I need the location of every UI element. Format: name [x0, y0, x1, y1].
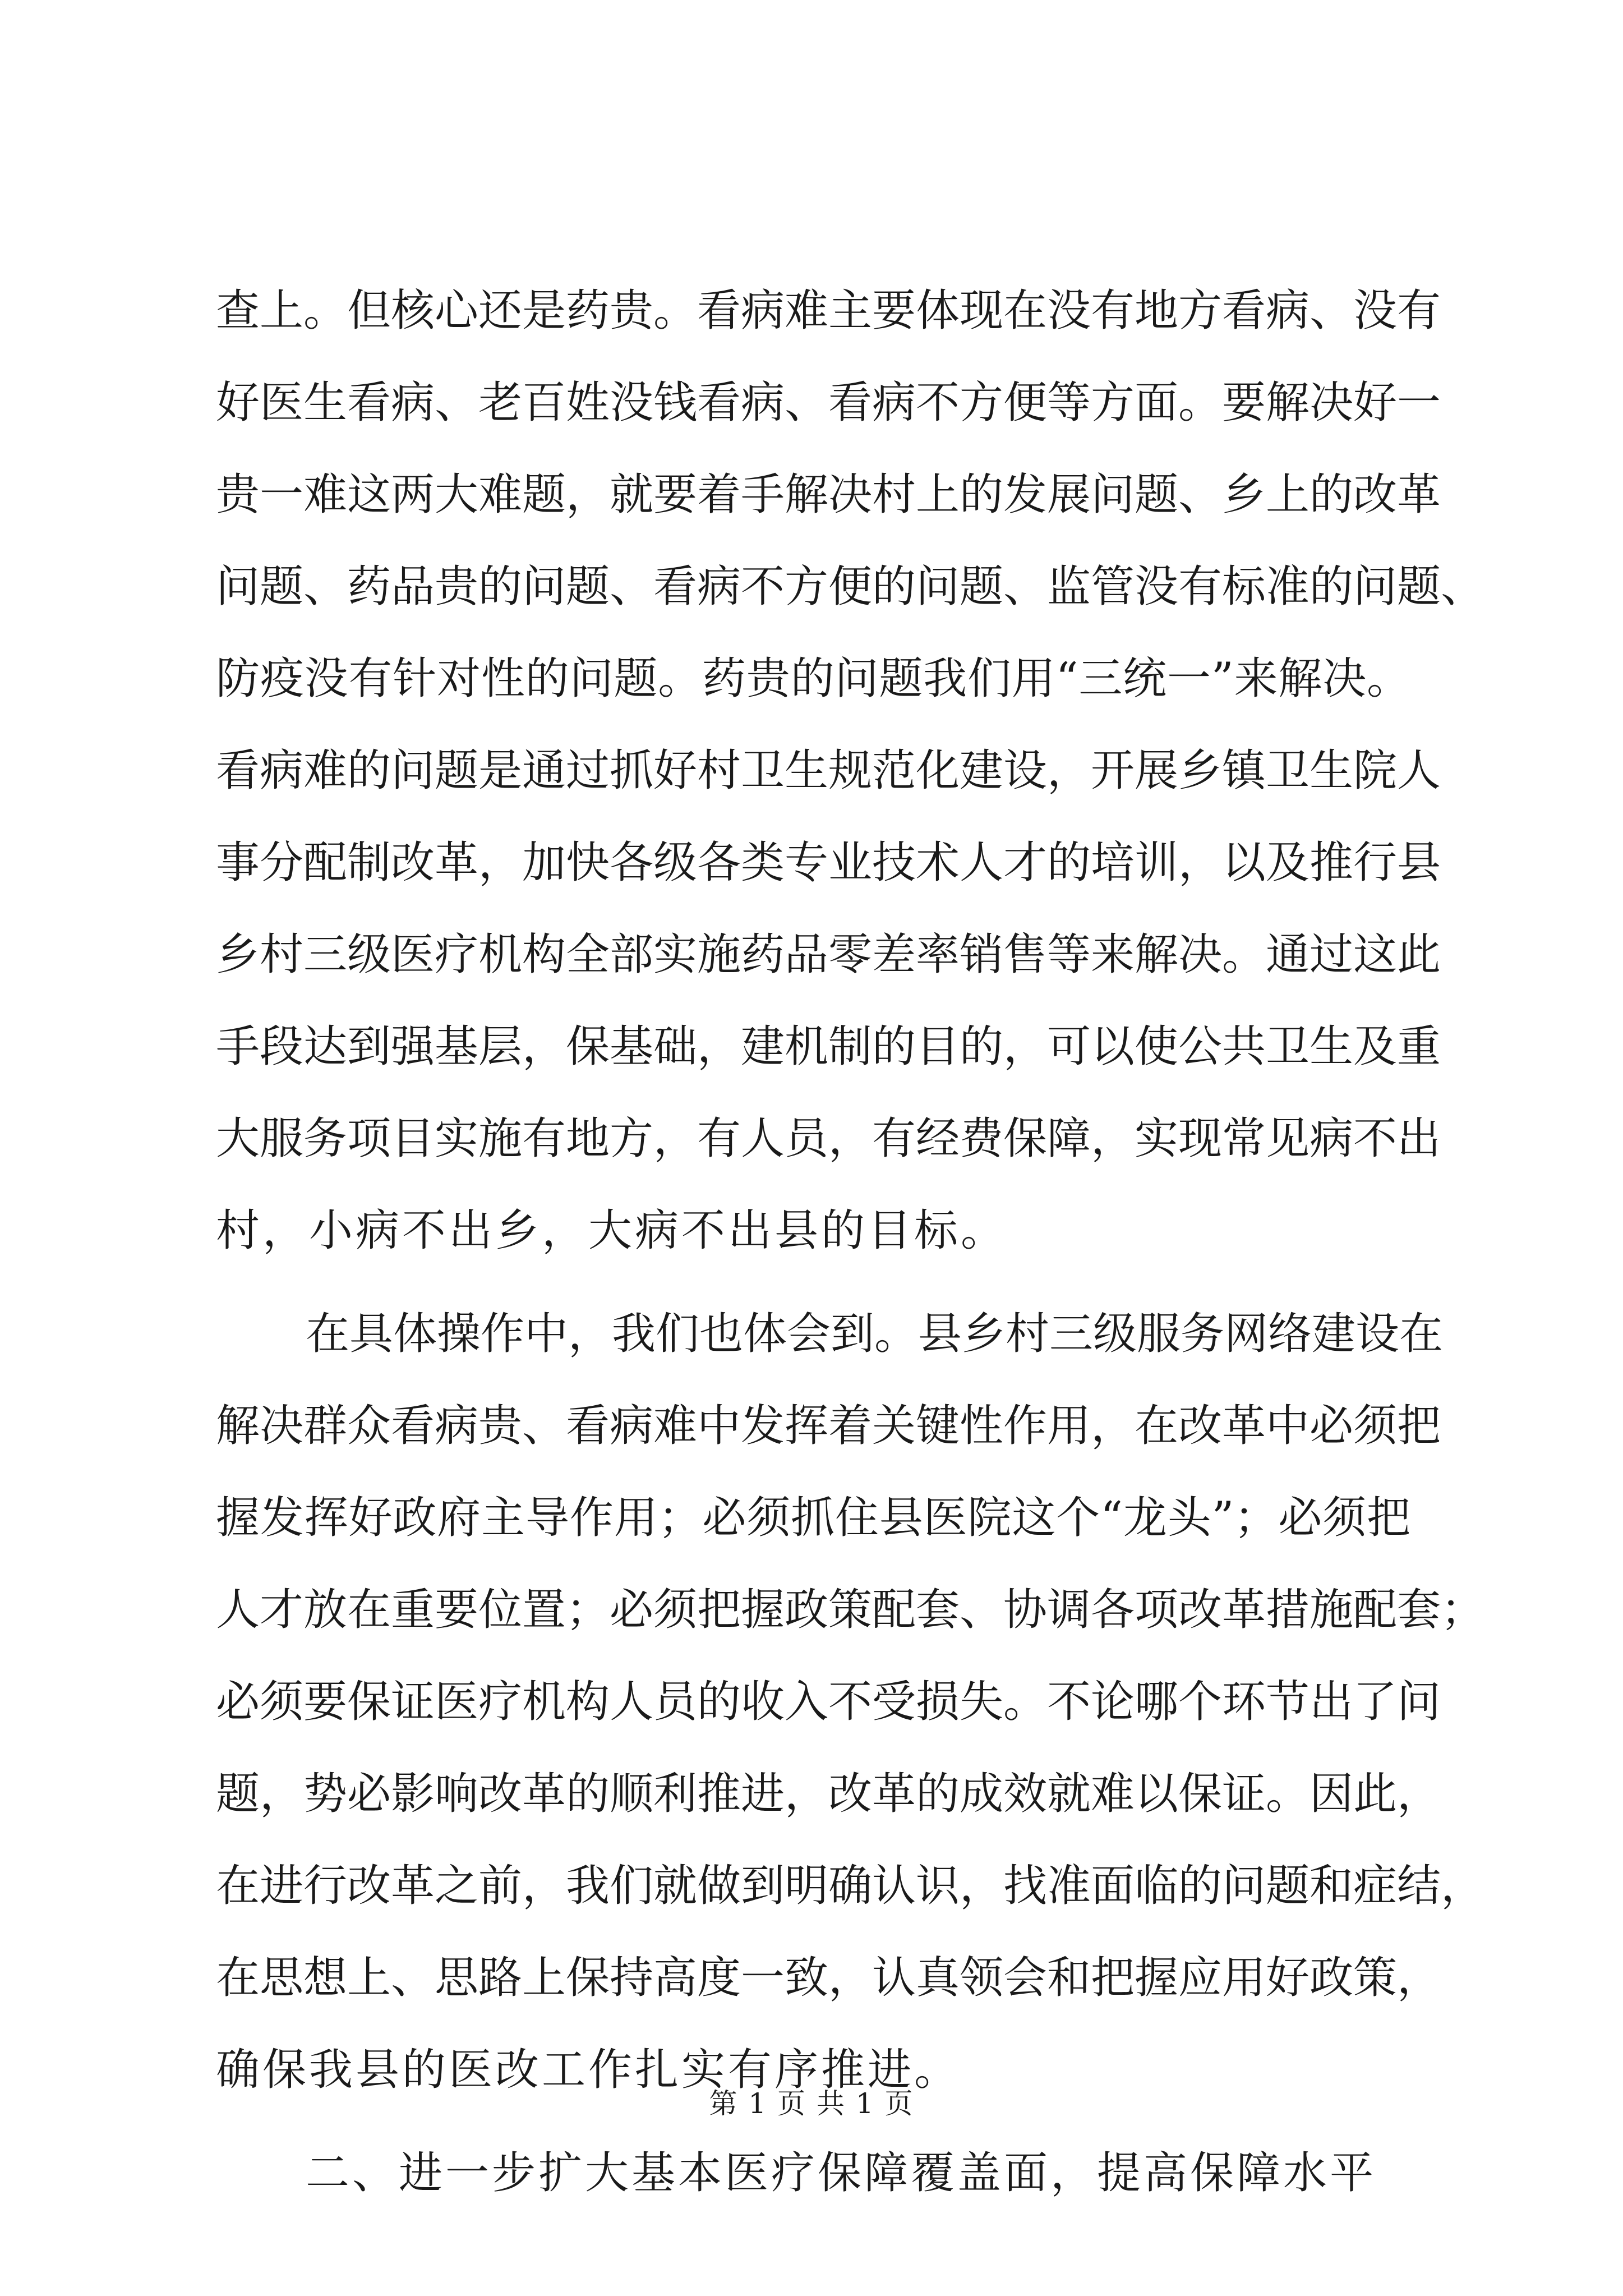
section-heading-text: 二、进一步扩大基本医疗保障覆盖面，提高保障水平	[306, 2148, 1377, 2198]
document-body	[216, 265, 1485, 2219]
text-line: 在具体操作中，我们也体会到。县乡村三级服务网络建设在	[306, 1309, 1444, 1359]
text-line: 贵一难这两大难题，就要着手解决村上的发展问题、乡上的改革	[216, 470, 1441, 520]
text-line: 看病难的问题是通过抓好村卫生规范化建设，开展乡镇卫生院人	[216, 746, 1441, 796]
paragraph-1	[216, 265, 1485, 1277]
text-line: 手段达到强基层，保基础，建机制的目的，可以使公共卫生及重	[216, 1022, 1441, 1072]
text-line: 村，小病不出乡，大病不出县的目标。	[216, 1205, 1008, 1256]
text-line: 人才放在重要位置；必须把握政策配套、协调各项改革措施配套；	[216, 1585, 1485, 1635]
text-line: 大服务项目实施有地方，有人员，有经费保障，实现常见病不出	[216, 1114, 1441, 1164]
text-line: 在进行改革之前，我们就做到明确认识，找准面临的问题和症结，	[216, 1861, 1485, 1911]
text-line: 握发挥好政府主导作用；必须抓住县医院这个“龙头”；必须把	[216, 1493, 1410, 1543]
paragraph-gap	[216, 1277, 1410, 1288]
text-line: 在思想上、思路上保持高度一致，认真领会和把握应用好政策，	[216, 1953, 1441, 2003]
text-line: 乡村三级医疗机构全部实施药品零差率销售等来解决。通过这此	[216, 930, 1441, 980]
text-line: 事分配制改革，加快各级各类专业技术人才的培训，以及推行县	[216, 838, 1441, 888]
text-line: 防疫没有针对性的问题。药贵的问题我们用“三统一”来解决。	[216, 654, 1410, 704]
text-line: 确保我县的医改工作扎实有序推进。	[216, 2045, 961, 2095]
text-line: 查上。但核心还是药贵。看病难主要体现在没有地方看病、没有	[216, 286, 1441, 336]
section-heading	[216, 2127, 1410, 2219]
page-number-footer: 第 1 页 共 1 页	[709, 2087, 914, 2120]
paragraph-2	[216, 1288, 1485, 2116]
text-line: 解决群众看病贵、看病难中发挥着关键性作用，在改革中必须把	[216, 1401, 1441, 1451]
text-line: 问题、药品贵的问题、看病不方便的问题、监管没有标准的问题、	[216, 562, 1485, 612]
text-line: 题，势必影响改革的顺利推进，改革的成效就难以保证。因此，	[216, 1769, 1441, 1819]
text-line: 必须要保证医疗机构人员的收入不受损失。不论哪个环节出了问	[216, 1677, 1441, 1727]
text-line: 好医生看病、老百姓没钱看病、看病不方便等方面。要解决好一	[216, 378, 1441, 428]
